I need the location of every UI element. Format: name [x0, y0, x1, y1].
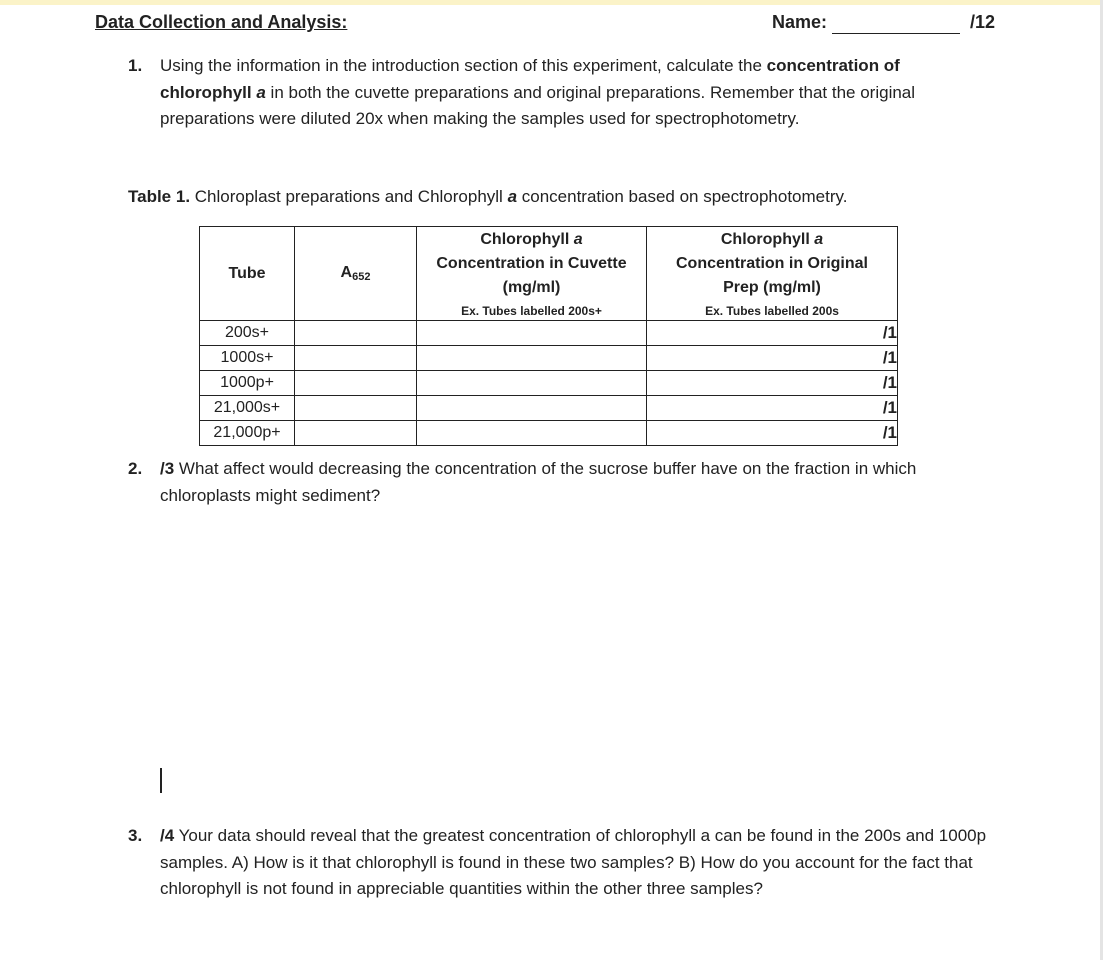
table-caption-italic: a [507, 187, 518, 206]
absorbance-cell[interactable] [295, 421, 417, 446]
header-original [647, 227, 898, 321]
header-cuvette-line3: (mg/ml) [502, 278, 561, 296]
question-1-text-a: Using the information in the introduction section of this experiment, calculate the [160, 56, 767, 75]
points-cell: /1 [647, 421, 898, 446]
page-top-band [0, 0, 1103, 5]
data-table [199, 226, 898, 446]
points-cell: /1 [647, 396, 898, 421]
text-cursor[interactable] [160, 768, 162, 793]
absorbance-cell[interactable] [295, 396, 417, 421]
header-cuvette-line2: Concentration in Cuvette [436, 254, 627, 272]
question-1-bold-italic: a [256, 82, 266, 102]
cuvette-concentration-cell[interactable] [417, 421, 647, 446]
header-original-line3: Prep (mg/ml) [723, 278, 821, 296]
table-row [200, 421, 898, 446]
cuvette-concentration-cell[interactable] [417, 321, 647, 346]
total-score: /12 [970, 12, 996, 32]
question-3-points: /4 [160, 826, 175, 845]
header-absorbance [295, 227, 417, 321]
question-2-number: 2. [128, 459, 143, 478]
table-header-row [200, 227, 898, 321]
header-tube-label: Tube [228, 264, 266, 282]
header-tube [200, 227, 295, 321]
cuvette-concentration-cell[interactable] [417, 346, 647, 371]
tube-cell: 21,000p+ [200, 421, 295, 446]
points-cell: /1 [647, 346, 898, 371]
tube-cell: 21,000s+ [200, 396, 295, 421]
question-3-body: Your data should reveal that the greatest concentration of chlorophyll a can be found in the 200s and 1000p samples. A) How is it that chlorophyll is found in these two samples? B) How do you account for the fact that chlorophyll is not found in appreciable quantities within the other three samples? [160, 826, 987, 898]
question-2-points: /3 [160, 459, 175, 478]
table-row [200, 396, 898, 421]
header-cuvette-line1-text: Chlorophyll [480, 230, 574, 248]
header-original-line2: Concentration in Original [675, 254, 868, 272]
table-caption-label: Table 1. [128, 187, 191, 206]
question-1-text-b: in both the cuvette preparations and original preparations. Remember that the original preparations were diluted 20x when making the samples used for spectrophotometry. [160, 82, 916, 128]
absorbance-cell[interactable] [295, 321, 417, 346]
points-cell: /1 [647, 371, 898, 396]
cuvette-concentration-cell[interactable] [417, 396, 647, 421]
question-2-body: What affect would decreasing the concentration of the sucrose buffer have on the fraction in which chloroplasts might sediment? [160, 459, 917, 505]
table-row [200, 346, 898, 371]
header-absorbance-subscript: 652 [352, 271, 371, 283]
cuvette-concentration-cell[interactable] [417, 371, 647, 396]
tube-cell: 200s+ [200, 321, 295, 346]
table-caption [128, 187, 847, 207]
question-1-text [160, 53, 990, 133]
header-cuvette-italic: a [573, 230, 583, 248]
name-blank-line[interactable] [832, 33, 960, 34]
question-3-text [160, 823, 1008, 903]
table-caption-text-a: Chloroplast preparations and Chlorophyll [190, 187, 508, 206]
section-title: Data Collection and Analysis: [95, 12, 348, 32]
header-original-italic: a [814, 230, 824, 248]
header-original-line1 [647, 228, 897, 252]
tube-cell: 1000p+ [200, 371, 295, 396]
question-2-text [160, 456, 1000, 509]
table-caption-text-b: concentration based on spectrophotometry. [517, 187, 848, 206]
table-row [200, 371, 898, 396]
question-1-number: 1. [128, 56, 143, 75]
tube-cell: 1000s+ [200, 346, 295, 371]
table-row [200, 321, 898, 346]
header-cuvette-line1 [417, 228, 646, 252]
absorbance-cell[interactable] [295, 346, 417, 371]
question-1-bold-a: concentration of chlorophyll [160, 56, 900, 102]
header-original-example: Ex. Tubes labelled 200s [705, 303, 839, 318]
question-3-number: 3. [128, 826, 143, 845]
header-original-line1-text: Chlorophyll [720, 230, 815, 248]
name-label: Name: [772, 12, 828, 32]
absorbance-cell[interactable] [295, 371, 417, 396]
points-cell: /1 [647, 321, 898, 346]
header-cuvette [417, 227, 647, 321]
header-absorbance-label: A [340, 264, 353, 281]
header-cuvette-example: Ex. Tubes labelled 200s+ [461, 303, 602, 318]
